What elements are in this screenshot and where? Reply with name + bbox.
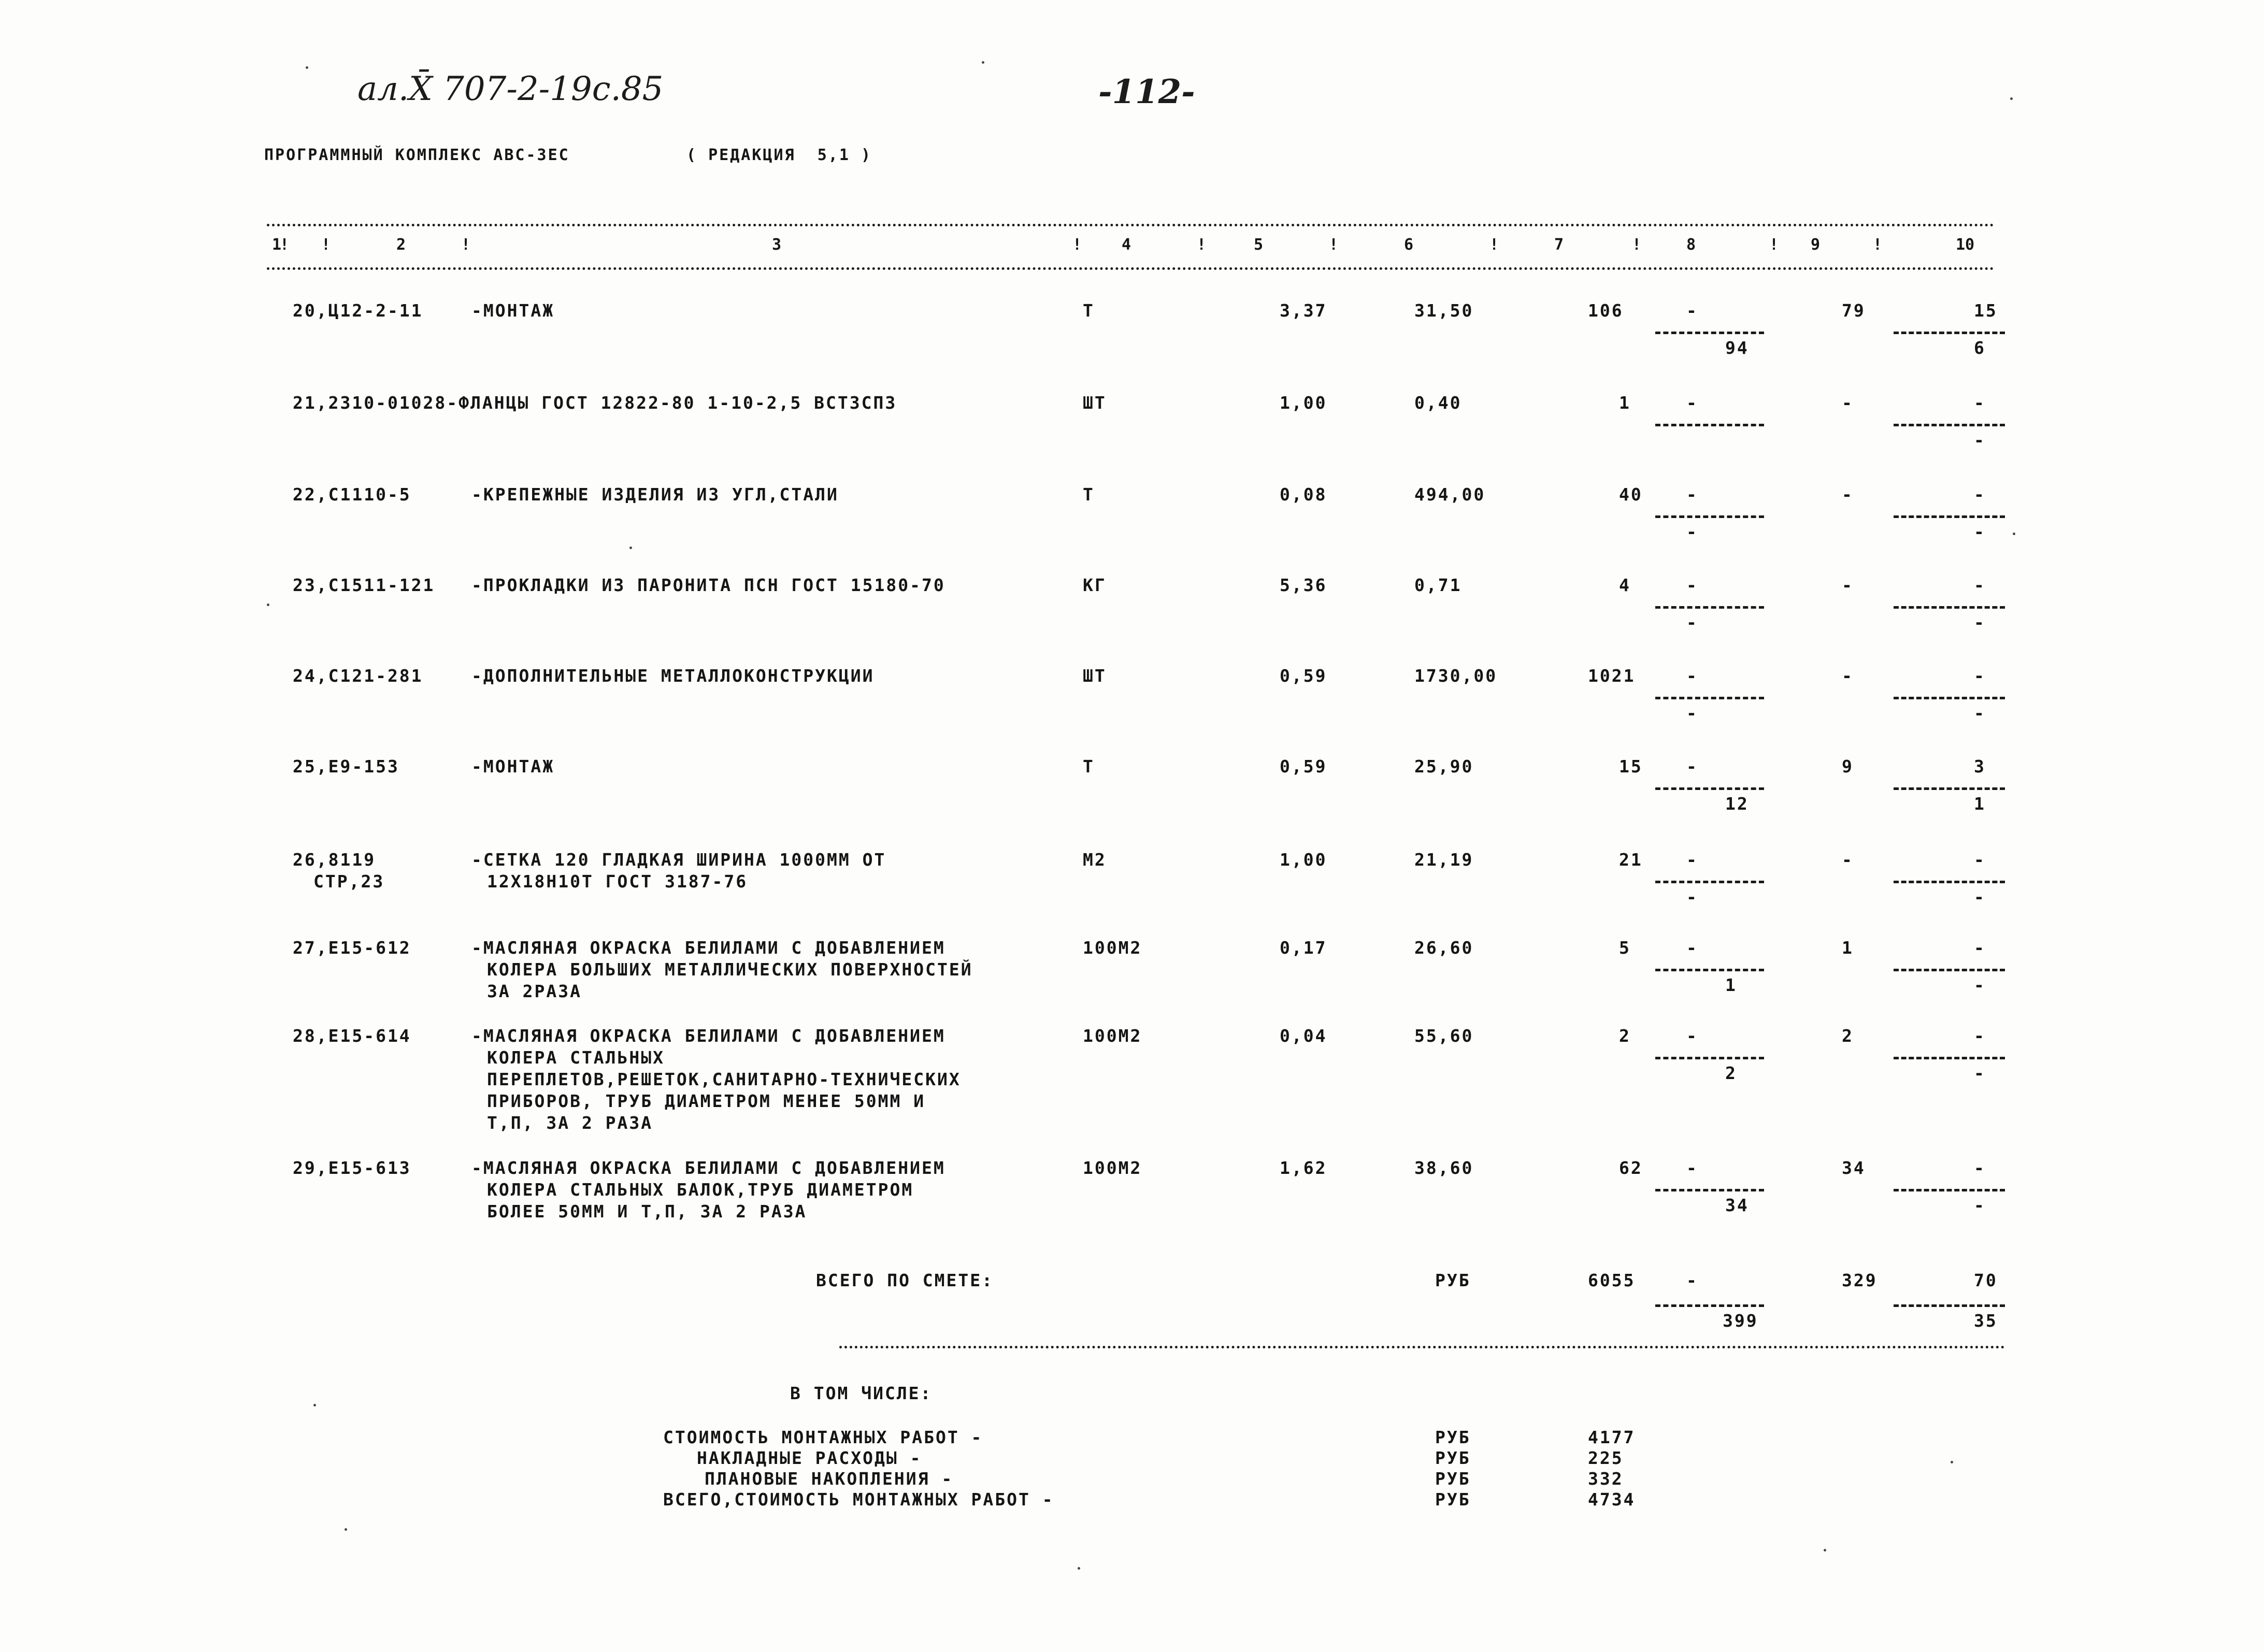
row-unit: ШТ [1083, 666, 1107, 686]
scan-speck [313, 1404, 316, 1406]
row-code: 29,Е15-613 [293, 1158, 411, 1178]
scan-speck [982, 61, 984, 64]
summary-label: ПЛАНОВЫЕ НАКОПЛЕНИЯ - [705, 1469, 954, 1489]
row-description-line: -ДОПОЛНИТЕЛЬНЫЕ МЕТАЛЛОКОНСТРУКЦИИ [471, 666, 875, 686]
row-quantity: 1,00 [1280, 850, 1327, 870]
row-quantity: 5,36 [1280, 575, 1327, 595]
row-code: 28,Е15-614 [293, 1026, 411, 1046]
row-quantity: 0,04 [1280, 1026, 1327, 1046]
summary-unit: РУБ [1435, 1427, 1471, 1447]
column-header-3: 3 [772, 236, 782, 254]
row-code: 21,2310-01028-ФЛАНЦЫ ГОСТ 12822-80 1-10-2,5 ВСТ3СП3 [293, 393, 897, 413]
summary-value: 4734 [1588, 1489, 1636, 1510]
row-col10-top: - [1974, 393, 1986, 413]
row-col8-top: - [1686, 300, 1698, 321]
row-unit: 100М2 [1083, 938, 1142, 958]
row-col10-top: - [1974, 1158, 1986, 1178]
grand-total-rule [839, 1346, 2005, 1348]
row-col8-divider [1655, 1189, 1764, 1191]
summary-unit: РУБ [1435, 1489, 1471, 1510]
row-col8-divider [1655, 697, 1764, 699]
row-col10-bottom: - [1974, 703, 1986, 723]
column-header-8: 8 [1686, 236, 1696, 254]
column-header-4: 4 [1122, 236, 1131, 254]
row-col9: 9 [1842, 756, 1854, 777]
row-unit: Т [1083, 756, 1095, 777]
row-description-line: -МОНТАЖ [471, 300, 555, 321]
row-col9: - [1842, 575, 1854, 595]
row-col8-divider [1655, 606, 1764, 609]
grand-total-value: 6055 [1588, 1270, 1636, 1290]
column-header-7: 7 [1554, 236, 1564, 254]
program-title: ПРОГРАММНЫЙ КОМПЛЕКС АВС-ЗЕС [264, 146, 570, 164]
column-separator: ! [1197, 236, 1207, 254]
row-description-line: -МАСЛЯНАЯ ОКРАСКА БЕЛИЛАМИ С ДОБАВЛЕНИЕМ [471, 938, 945, 958]
row-description-line: Т,П, ЗА 2 РАЗА [487, 1113, 653, 1133]
row-col10-bottom: - [1974, 430, 1986, 450]
summary-unit: РУБ [1435, 1448, 1471, 1468]
row-col10-divider [1894, 332, 2005, 334]
scan-speck [629, 547, 632, 549]
row-unit-price: 38,60 [1414, 1158, 1474, 1178]
row-description-line: КОЛЕРА СТАЛЬНЫХ [487, 1047, 665, 1068]
row-col10-bottom: - [1974, 522, 1986, 542]
row-col8-bottom: - [1686, 612, 1698, 633]
row-col8-bottom: 34 [1725, 1195, 1749, 1215]
row-quantity: 3,37 [1280, 300, 1327, 321]
row-unit: М2 [1083, 850, 1107, 870]
row-col8-top: - [1686, 666, 1698, 686]
header-top-rule [267, 224, 1995, 226]
row-col10-divider [1894, 1189, 2005, 1191]
row-col8-top: - [1686, 393, 1698, 413]
row-col8-divider [1655, 787, 1764, 790]
row-col10-bottom: - [1974, 612, 1986, 633]
grand-total-col10-bottom: 35 [1974, 1311, 1998, 1331]
row-col10-divider [1894, 881, 2005, 883]
row-col9: 1 [1842, 938, 1854, 958]
row-code: 27,Е15-612 [293, 938, 411, 958]
row-col9: - [1842, 666, 1854, 686]
row-unit: ШТ [1083, 393, 1107, 413]
row-col8-bottom: - [1686, 703, 1698, 723]
row-code: 23,С1511-121 [293, 575, 435, 595]
column-separator: ! [1072, 236, 1082, 254]
row-col10-divider [1894, 606, 2005, 609]
row-quantity: 1,00 [1280, 393, 1327, 413]
row-col10-top: - [1974, 850, 1986, 870]
row-col8-bottom: 94 [1725, 338, 1749, 358]
summary-label: СТОИМОСТЬ МОНТАЖНЫХ РАБОТ - [663, 1427, 983, 1447]
row-col10-top: - [1974, 484, 1986, 505]
row-col8-bottom: 1 [1725, 975, 1737, 995]
row-total: 21 [1619, 850, 1643, 870]
row-total: 15 [1619, 756, 1643, 777]
scan-speck [1951, 1461, 1953, 1463]
row-description-line: -МАСЛЯНАЯ ОКРАСКА БЕЛИЛАМИ С ДОБАВЛЕНИЕМ [471, 1158, 945, 1178]
column-separator: ! [1489, 236, 1499, 254]
row-code: 26,8119 [293, 850, 376, 870]
row-total: 4 [1619, 575, 1631, 595]
grand-total-col8-top: - [1686, 1270, 1698, 1290]
scan-speck [1078, 1567, 1080, 1570]
row-unit-price: 26,60 [1414, 938, 1474, 958]
row-col8-top: - [1686, 575, 1698, 595]
row-col10-top: - [1974, 666, 1986, 686]
row-unit: Т [1083, 484, 1095, 505]
row-col10-divider [1894, 787, 2005, 790]
row-col10-top: 3 [1974, 756, 1986, 777]
row-col8-bottom: 12 [1725, 794, 1749, 814]
row-col10-bottom: 1 [1974, 794, 1986, 814]
scan-speck [306, 66, 308, 69]
row-col10-divider [1894, 424, 2005, 426]
row-col8-divider [1655, 424, 1764, 426]
header-bottom-rule [267, 267, 1995, 270]
row-description-line: -МОНТАЖ [471, 756, 555, 777]
row-col8-top: - [1686, 850, 1698, 870]
summary-value: 225 [1588, 1448, 1624, 1468]
row-col8-bottom: - [1686, 522, 1698, 542]
row-unit-price: 0,71 [1414, 575, 1462, 595]
row-col8-bottom: - [1686, 887, 1698, 907]
row-unit: 100М2 [1083, 1026, 1142, 1046]
row-unit-price: 31,50 [1414, 300, 1474, 321]
summary-label: НАКЛАДНЫЕ РАСХОДЫ - [697, 1448, 922, 1468]
row-code: 25,Е9-153 [293, 756, 399, 777]
row-code: 22,С1110-5 [293, 484, 411, 505]
scan-speck [2013, 533, 2015, 535]
row-col8-divider [1655, 881, 1764, 883]
row-col8-top: - [1686, 484, 1698, 505]
column-header-6: 6 [1404, 236, 1414, 254]
row-total: 5 [1619, 938, 1631, 958]
row-description-line: ЗА 2РАЗА [487, 981, 582, 1001]
row-col10-bottom: - [1974, 887, 1986, 907]
row-col8-divider [1655, 515, 1764, 518]
row-description-line: -ПРОКЛАДКИ ИЗ ПАРОНИТА ПСН ГОСТ 15180-70 [471, 575, 945, 595]
row-col9: 2 [1842, 1026, 1854, 1046]
column-header-2: 2 [396, 236, 406, 254]
column-separator: ! [321, 236, 331, 254]
row-col10-bottom: - [1974, 1195, 1986, 1215]
row-col9: - [1842, 850, 1854, 870]
row-col10-top: - [1974, 1026, 1986, 1046]
grand-total-col10-top: 70 [1974, 1270, 1998, 1290]
grand-total-col9: 329 [1842, 1270, 1878, 1290]
row-code: 20,Ц12-2-11 [293, 300, 423, 321]
including-label: В ТОМ ЧИСЛЕ: [790, 1383, 933, 1403]
row-col8-bottom: 2 [1725, 1063, 1737, 1083]
row-col8-top: - [1686, 756, 1698, 777]
row-description-line: ПРИБОРОВ, ТРУБ ДИАМЕТРОМ МЕНЕЕ 50ММ И [487, 1091, 926, 1111]
row-quantity: 0,59 [1280, 666, 1327, 686]
row-col10-top: - [1974, 938, 1986, 958]
summary-label: ВСЕГО,СТОИМОСТЬ МОНТАЖНЫХ РАБОТ - [663, 1489, 1054, 1510]
row-code-continuation: СТР,23 [313, 871, 385, 892]
grand-total-col10-divider [1894, 1304, 2005, 1307]
row-col10-divider [1894, 969, 2005, 971]
row-col10-bottom: 6 [1974, 338, 1986, 358]
summary-unit: РУБ [1435, 1469, 1471, 1489]
column-header-1: 1 [272, 236, 282, 254]
column-separator: ! [1769, 236, 1779, 254]
grand-total-label: ВСЕГО ПО СМЕТЕ: [816, 1270, 994, 1290]
row-description-line: -КРЕПЕЖНЫЕ ИЗДЕЛИЯ ИЗ УГЛ,СТАЛИ [471, 484, 839, 505]
row-total: 62 [1619, 1158, 1643, 1178]
row-col8-divider [1655, 332, 1764, 334]
row-description-line: -МАСЛЯНАЯ ОКРАСКА БЕЛИЛАМИ С ДОБАВЛЕНИЕМ [471, 1026, 945, 1046]
scan-speck [267, 604, 269, 606]
row-col8-top: - [1686, 1158, 1698, 1178]
row-total: 1021 [1588, 666, 1636, 686]
grand-total-col8-divider [1655, 1304, 1764, 1307]
row-col10-top: 15 [1974, 300, 1998, 321]
scan-speck [1824, 1549, 1826, 1552]
row-unit: 100М2 [1083, 1158, 1142, 1178]
row-description-line: БОЛЕЕ 50ММ И Т,П, ЗА 2 РАЗА [487, 1201, 807, 1222]
row-unit-price: 55,60 [1414, 1026, 1474, 1046]
row-col9: 34 [1842, 1158, 1866, 1178]
row-unit: КГ [1083, 575, 1107, 595]
scan-speck [2010, 97, 2013, 100]
row-total: 2 [1619, 1026, 1631, 1046]
row-quantity: 0,17 [1280, 938, 1327, 958]
grand-total-col8-bottom: 399 [1723, 1311, 1758, 1331]
row-col10-bottom: - [1974, 1063, 1986, 1083]
column-separator: ! [280, 236, 290, 254]
row-total: 40 [1619, 484, 1643, 505]
column-separator: ! [461, 236, 471, 254]
handwritten-reference: ал.X̄ 707-2-19с.85 [357, 70, 664, 108]
row-col10-divider [1894, 515, 2005, 518]
program-edition: ( РЕДАКЦИЯ 5,1 ) [686, 146, 872, 164]
row-unit-price: 494,00 [1414, 484, 1486, 505]
row-unit-price: 21,19 [1414, 850, 1474, 870]
summary-value: 332 [1588, 1469, 1624, 1489]
row-col10-divider [1894, 1057, 2005, 1059]
row-unit-price: 1730,00 [1414, 666, 1498, 686]
summary-value: 4177 [1588, 1427, 1636, 1447]
row-description-line: 12Х18Н10Т ГОСТ 3187-76 [487, 871, 748, 892]
row-quantity: 0,59 [1280, 756, 1327, 777]
row-col10-bottom: - [1974, 975, 1986, 995]
row-unit-price: 0,40 [1414, 393, 1462, 413]
column-separator: ! [1632, 236, 1642, 254]
row-unit: Т [1083, 300, 1095, 321]
row-quantity: 0,08 [1280, 484, 1327, 505]
row-col8-divider [1655, 969, 1764, 971]
handwritten-page-number: -112- [1098, 73, 1195, 111]
scan-speck [345, 1528, 347, 1531]
row-description-line: ПЕРЕПЛЕТОВ,РЕШЕТОК,САНИТАРНО-ТЕХНИЧЕСКИХ [487, 1069, 961, 1089]
row-col9: - [1842, 484, 1854, 505]
row-col8-top: - [1686, 1026, 1698, 1046]
row-col10-divider [1894, 697, 2005, 699]
row-col8-top: - [1686, 938, 1698, 958]
row-unit-price: 25,90 [1414, 756, 1474, 777]
column-header-9: 9 [1811, 236, 1821, 254]
row-col10-top: - [1974, 575, 1986, 595]
row-col9: - [1842, 393, 1854, 413]
row-description-line: КОЛЕРА БОЛЬШИХ МЕТАЛЛИЧЕСКИХ ПОВЕРХНОСТЕЙ [487, 959, 973, 980]
row-description-line: КОЛЕРА СТАЛЬНЫХ БАЛОК,ТРУБ ДИАМЕТРОМ [487, 1180, 914, 1200]
grand-total-unit: РУБ [1435, 1270, 1471, 1290]
column-separator: ! [1873, 236, 1883, 254]
row-col8-divider [1655, 1057, 1764, 1059]
row-description-line: -СЕТКА 120 ГЛАДКАЯ ШИРИНА 1000ММ ОТ [471, 850, 886, 870]
row-code: 24,С121-281 [293, 666, 423, 686]
row-total: 106 [1588, 300, 1624, 321]
column-header-5: 5 [1254, 236, 1264, 254]
column-header-10: 10 [1956, 236, 1975, 254]
row-quantity: 1,62 [1280, 1158, 1327, 1178]
row-col9: 79 [1842, 300, 1866, 321]
row-total: 1 [1619, 393, 1631, 413]
column-separator: ! [1329, 236, 1339, 254]
